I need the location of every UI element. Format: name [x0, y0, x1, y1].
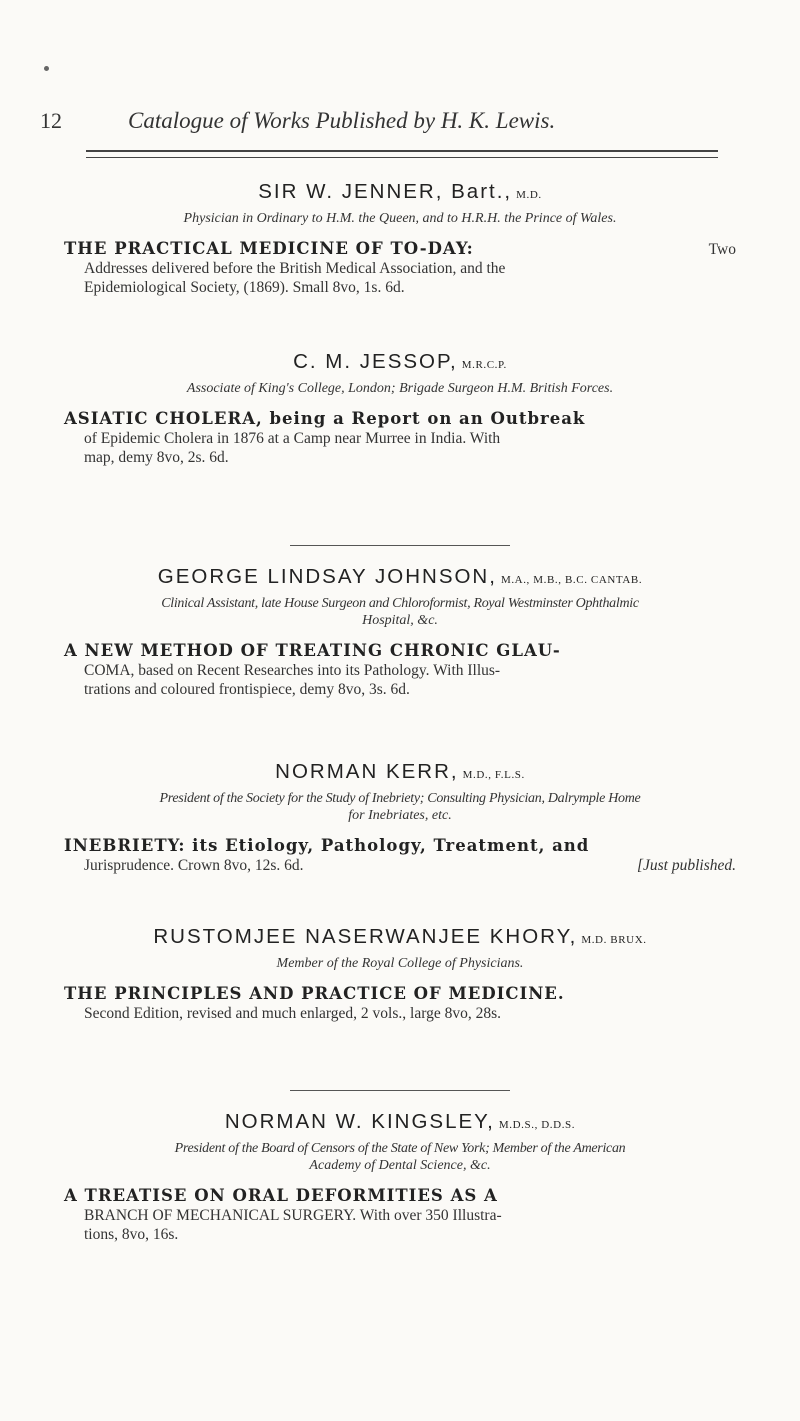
book-details-line: COMA, based on Recent Researches into its Pathology. With Illus- [84, 662, 501, 679]
book-details-line: of Epidemic Cholera in 1876 at a Camp near Murree in India. With [84, 430, 501, 447]
catalogue-entry-khory [64, 925, 736, 1023]
book-details-line: Jurisprudence. Crown 8vo, 12s. 6d. [Just published. [84, 857, 736, 874]
header-double-rule [86, 150, 718, 158]
author-name: RUSTOMJEE NASERWANJEE KHORY, M.D. BRUX. [153, 925, 647, 948]
book-title-line [64, 984, 736, 1004]
book-title: A NEW METHOD OF TREATING CHRONIC GLAU- [64, 641, 561, 660]
author-degrees: M.D. BRUX. [581, 934, 647, 946]
book-title-line [64, 641, 736, 661]
catalogue-entry-kerr [64, 760, 736, 875]
author-degrees: M.D. [516, 189, 542, 201]
author-description: Member of the Royal College of Physicians. [276, 956, 524, 971]
book-details-line: BRANCH OF MECHANICAL SURGERY. With over 350 Illustra- [84, 1207, 502, 1224]
book-title-line [64, 836, 736, 856]
book-title-line [64, 239, 736, 259]
book-title: THE PRACTICAL MEDICINE OF TO-DAY: [64, 239, 474, 258]
book-details-line: trations and coloured frontispiece, demy 8vo, 3s. 6d. [84, 681, 410, 698]
author-description: President of the Society for the Study of Inebriety; Consulting Physician, Dalrymple Home for Inebriates, etc. [159, 791, 641, 823]
book-title-line [64, 1186, 736, 1206]
author-degrees: M.R.C.P. [461, 359, 507, 371]
book-details-line: map, demy 8vo, 2s. 6d. [84, 449, 229, 466]
author-description: Physician in Ordinary to H.M. the Queen, and to H.R.H. the Prince of Wales. [183, 211, 617, 226]
book-details-line: Epidemiological Society, (1869). Small 8vo, 1s. 6d. [84, 279, 405, 296]
book-title: ASIATIC CHOLERA, being a Report on an Outbreak [64, 409, 586, 428]
publication-note: [Just published. [636, 857, 736, 874]
author-name: SIR W. JENNER, Bart., M.D. [258, 180, 542, 203]
page-header [0, 108, 800, 138]
margin-dot [44, 66, 49, 71]
book-title: THE PRINCIPLES AND PRACTICE OF MEDICINE. [64, 984, 565, 1003]
author-description: Associate of King's College, London; Brigade Surgeon H.M. British Forces. [186, 381, 614, 396]
author-name: C. M. JESSOP, M.R.C.P. [293, 350, 507, 373]
catalogue-entry-jenner [64, 180, 736, 297]
author-degrees: M.A., M.B., B.C. CANTAB. [500, 574, 643, 586]
book-details-line: tions, 8vo, 16s. [84, 1226, 179, 1243]
catalogue-entry-johnson [64, 565, 736, 699]
book-title-line [64, 409, 736, 429]
book-title-continuation: Two [708, 241, 736, 258]
page-number: 12 [40, 108, 62, 133]
author-name: NORMAN KERR, M.D., F.L.S. [275, 760, 525, 783]
author-degrees: M.D.S., D.D.S. [498, 1119, 576, 1131]
author-description: Clinical Assistant, late House Surgeon and Chloroformist, Royal Westminster Ophthalmic Hospital, &c. [161, 596, 639, 628]
running-title: Catalogue of Works Published by H. K. Lewis. [128, 108, 556, 133]
catalogue-entry-kingsley [64, 1110, 736, 1244]
book-details-line: Addresses delivered before the British Medical Association, and the [84, 260, 506, 277]
book-title: INEBRIETY: its Etiology, Pathology, Treatment, and [64, 836, 590, 855]
author-name: NORMAN W. KINGSLEY, M.D.S., D.D.S. [224, 1110, 576, 1133]
book-title: A TREATISE ON ORAL DEFORMITIES AS A [64, 1186, 498, 1205]
section-divider [290, 545, 510, 546]
section-divider [290, 1090, 510, 1091]
catalogue-entry-jessop [64, 350, 736, 467]
author-name: GEORGE LINDSAY JOHNSON, M.A., M.B., B.C. CANTAB. [157, 565, 643, 588]
author-degrees: M.D., F.L.S. [462, 769, 525, 781]
book-details-line: Second Edition, revised and much enlarged, 2 vols., large 8vo, 28s. [84, 1005, 501, 1022]
author-description: President of the Board of Censors of the State of New York; Member of the American Academy of Dental Science, &c. [174, 1141, 626, 1173]
